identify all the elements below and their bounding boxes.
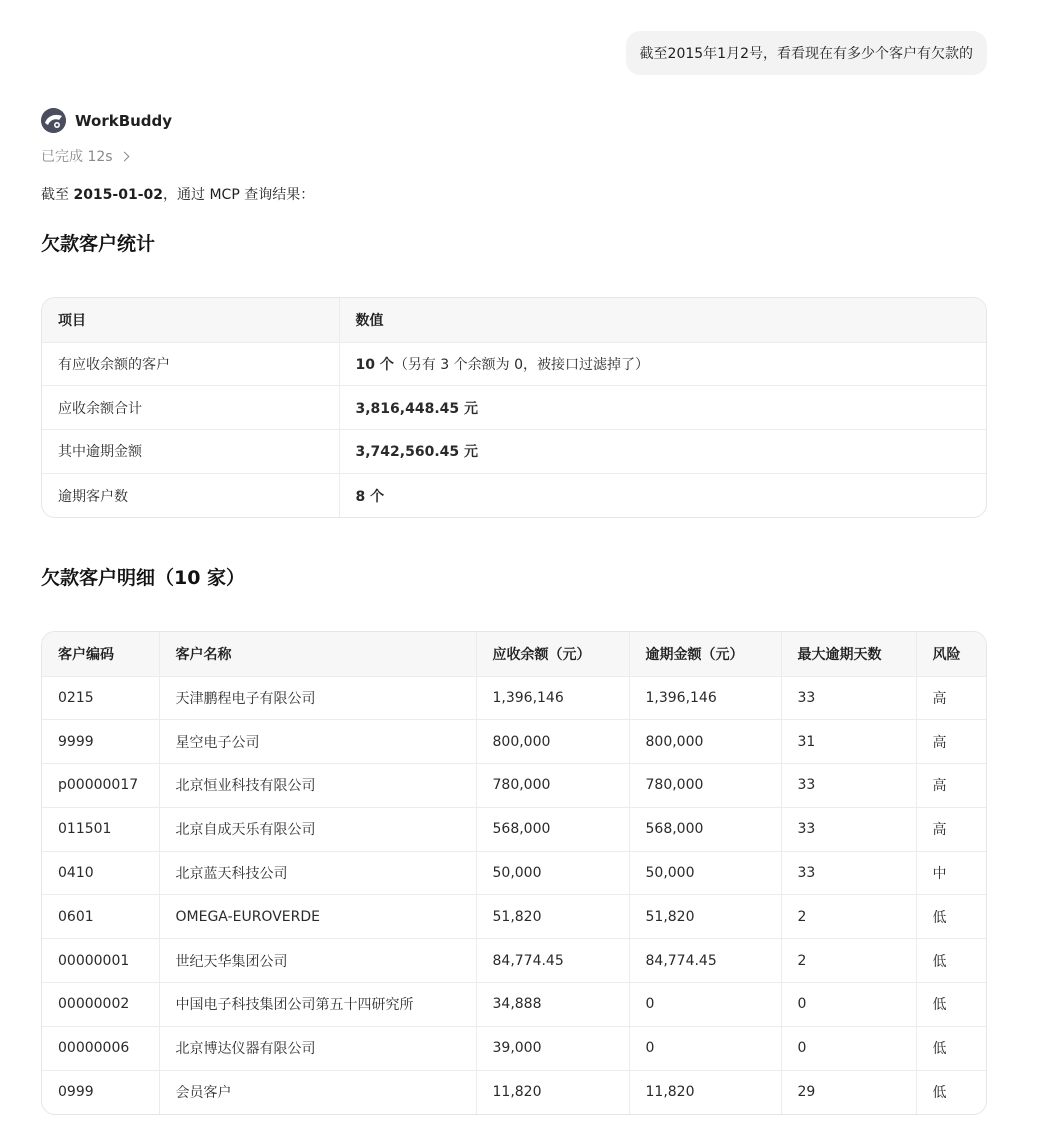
detail-table (41, 631, 987, 1115)
overdue-days-cell: 2 (781, 939, 916, 983)
customer-code-cell: p00000017 (42, 764, 159, 808)
customer-code-cell: 00000001 (42, 939, 159, 983)
receivable-cell: 568,000 (476, 807, 629, 851)
risk-cell: 低 (916, 1026, 986, 1070)
table-row (42, 720, 986, 764)
risk-cell: 高 (916, 807, 986, 851)
receivable-cell: 1,396,146 (476, 676, 629, 720)
customer-name-cell: 天津鹏程电子有限公司 (159, 676, 476, 720)
customer-code-cell: 0601 (42, 895, 159, 939)
receivable-cell: 51,820 (476, 895, 629, 939)
detail-header-row (42, 632, 986, 676)
summary-table (41, 297, 987, 518)
risk-cell: 低 (916, 895, 986, 939)
table-row (42, 386, 986, 430)
completion-status-toggle[interactable] (41, 146, 128, 166)
summary-label-cell: 有应收余额的客户 (42, 342, 339, 386)
overdue-amount-cell: 780,000 (629, 764, 781, 808)
summary-header-row (42, 298, 986, 342)
overdue-amount-cell: 1,396,146 (629, 676, 781, 720)
table-row (42, 473, 986, 517)
customer-name-cell: 北京蓝天科技公司 (159, 851, 476, 895)
table-row (42, 1070, 986, 1114)
overdue-amount-cell: 800,000 (629, 720, 781, 764)
customer-code-cell: 00000002 (42, 983, 159, 1027)
overdue-amount-cell: 0 (629, 983, 781, 1027)
customer-code-cell: 0999 (42, 1070, 159, 1114)
receivable-cell: 39,000 (476, 1026, 629, 1070)
summary-label-cell: 应收余额合计 (42, 386, 339, 430)
table-row (42, 895, 986, 939)
detail-header-cell: 客户名称 (159, 632, 476, 676)
overdue-amount-cell: 84,774.45 (629, 939, 781, 983)
table-row (42, 851, 986, 895)
table-row (42, 676, 986, 720)
overdue-amount-cell: 50,000 (629, 851, 781, 895)
risk-cell: 低 (916, 983, 986, 1027)
chevron-right-icon (119, 151, 129, 161)
receivable-cell: 34,888 (476, 983, 629, 1027)
customer-name-cell: 北京自成天乐有限公司 (159, 807, 476, 851)
overdue-days-cell: 29 (781, 1070, 916, 1114)
summary-value: 3,816,448.45 元 (355, 400, 478, 417)
intro-text (41, 184, 314, 204)
summary-value: 3,742,560.45 元 (355, 444, 478, 461)
overdue-days-cell: 0 (781, 983, 916, 1027)
overdue-amount-cell: 51,820 (629, 895, 781, 939)
workbuddy-avatar-icon (41, 108, 66, 133)
overdue-amount-cell: 0 (629, 1026, 781, 1070)
customer-code-cell: 011501 (42, 807, 159, 851)
summary-value-note: （另有 3 个余额为 0，被接口过滤掉了） (393, 356, 650, 373)
summary-header-cell: 项目 (42, 298, 339, 342)
customer-name-cell: 北京博达仪器有限公司 (159, 1026, 476, 1070)
overdue-days-cell: 33 (781, 764, 916, 808)
customer-code-cell: 0215 (42, 676, 159, 720)
overdue-amount-cell: 11,820 (629, 1070, 781, 1114)
overdue-days-cell: 0 (781, 1026, 916, 1070)
summary-value: 10 个 (355, 356, 394, 373)
summary-heading: 欠款客户统计 (41, 233, 156, 255)
detail-header-cell: 风险 (916, 632, 986, 676)
intro-suffix: ，通过 MCP 查询结果： (163, 187, 315, 203)
receivable-cell: 11,820 (476, 1070, 629, 1114)
summary-header-cell: 数值 (339, 298, 986, 342)
summary-label-cell: 其中逾期金额 (42, 430, 339, 474)
table-row (42, 807, 986, 851)
customer-name-cell: OMEGA-EUROVERDE (159, 895, 476, 939)
customer-code-cell: 9999 (42, 720, 159, 764)
summary-value-cell (339, 430, 986, 474)
customer-name-cell: 世纪天华集团公司 (159, 939, 476, 983)
risk-cell: 高 (916, 764, 986, 808)
table-row (42, 764, 986, 808)
overdue-amount-cell: 568,000 (629, 807, 781, 851)
detail-header-cell: 客户编码 (42, 632, 159, 676)
risk-cell: 高 (916, 720, 986, 764)
summary-value: 8 个 (355, 488, 385, 505)
risk-cell: 低 (932, 1085, 947, 1102)
receivable-cell: 800,000 (476, 720, 629, 764)
summary-value-cell (339, 473, 986, 517)
customer-name-cell: 北京恒业科技有限公司 (159, 764, 476, 808)
overdue-days-cell: 2 (781, 895, 916, 939)
detail-header-cell: 应收余额（元） (476, 632, 629, 676)
detail-header-cell: 最大逾期天数 (781, 632, 916, 676)
table-row (42, 983, 986, 1027)
table-row (42, 939, 986, 983)
assistant-header (41, 108, 172, 133)
summary-value-cell (339, 342, 986, 386)
detail-heading: 欠款客户明细（10 家） (41, 567, 246, 589)
receivable-cell: 50,000 (476, 851, 629, 895)
detail-header-cell: 逾期金额（元） (629, 632, 781, 676)
customer-code-cell: 0410 (42, 851, 159, 895)
table-row (42, 1026, 986, 1070)
table-row (42, 342, 986, 386)
intro-date: 2015-01-02 (73, 187, 164, 203)
customer-code-cell: 00000006 (42, 1026, 159, 1070)
customer-name-cell: 中国电子科技集团公司第五十四研究所 (159, 983, 476, 1027)
completion-status-text: 已完成 12s (41, 149, 113, 165)
customer-name-cell: 星空电子公司 (159, 720, 476, 764)
intro-prefix: 截至 (41, 187, 74, 203)
receivable-cell: 780,000 (476, 764, 629, 808)
summary-value-cell (339, 386, 986, 430)
assistant-name: WorkBuddy (75, 111, 173, 130)
risk-cell: 高 (916, 676, 986, 720)
overdue-days-cell: 33 (781, 851, 916, 895)
risk-cell: 低 (916, 939, 986, 983)
receivable-cell: 84,774.45 (476, 939, 629, 983)
customer-name-cell: 会员客户 (159, 1070, 476, 1114)
overdue-days-cell: 33 (781, 807, 916, 851)
risk-cell: 中 (916, 851, 986, 895)
table-row (42, 430, 986, 474)
overdue-days-cell: 31 (781, 720, 916, 764)
summary-label-cell: 逾期客户数 (42, 473, 339, 517)
user-message-text: 截至2015年1月2号，看看现在有多少个客户有欠款的 (639, 46, 973, 62)
overdue-days-cell: 33 (781, 676, 916, 720)
user-message-bubble (626, 31, 987, 75)
